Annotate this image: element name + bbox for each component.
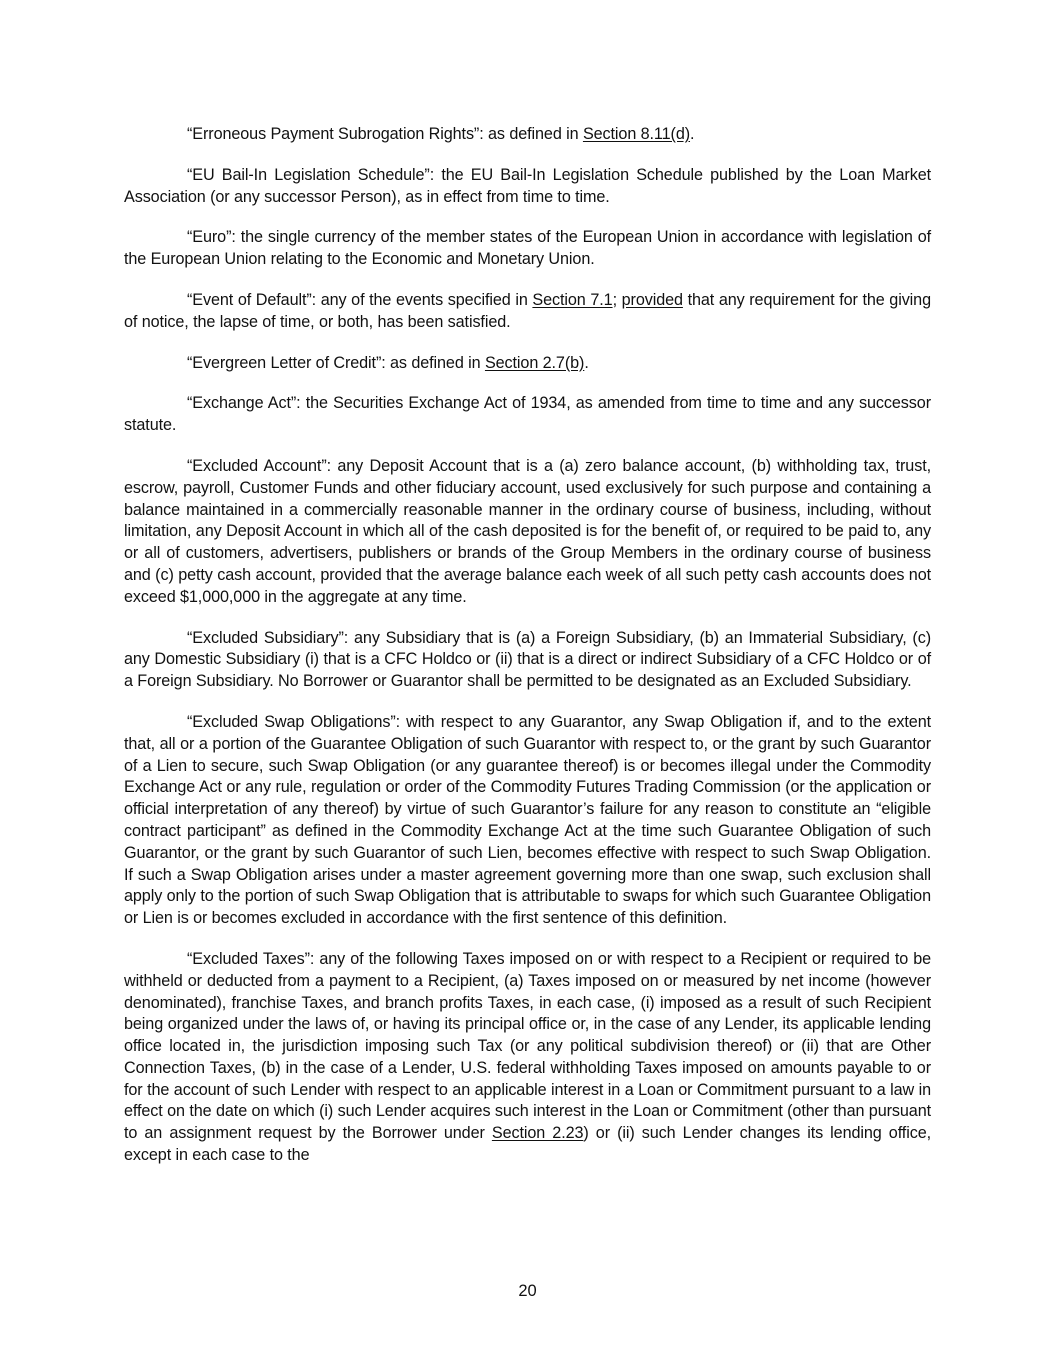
definition-evergreen-letter-of-credit: “Evergreen Letter of Credit”: as defined in Section 2.7(b).	[187, 353, 589, 372]
definition-erroneous-payment-subrogation-rights: “Erroneous Payment Subrogation Rights”: as defined in Section 8.11(d).	[187, 125, 695, 143]
defined-term: “Exchange Act”	[187, 394, 297, 413]
definition-excluded-subsidiary: “Excluded Subsidiary”: any Subsidiary that is (a) a Foreign Subsidiary, (b) an Immaterial Subsidiary, (c) any Domestic Subsidiary (i) that is a CFC Holdco or (ii) that is a direct or indirect Subsidiary of a CFC Holdco or of a Foreign Subsidiary. No Borrower or Guarantor shall be permitted to be designated as an Excluded Subsidiary.	[124, 628, 931, 691]
section-2-23-link[interactable]: Section 2.23	[491, 1124, 584, 1143]
definition-excluded-account: “Excluded Account”: any Deposit Account that is a (a) zero balance account, (b) withholding tax, trust, escrow, payroll, Customer Funds and other fiduciary account, used exclusively for such purpose and containing a balance maintained in a commercially reasonable manner in the ordinary course of business, including, without limitation, any Deposit Account in which all of the cash deposited is for the benefit of, or required to be paid to, any or all of customers, advertisers, publishers or brands of the Group Members in the ordinary course of business and (c) petty cash account, provided that the average balance each week of all such petty cash accounts does not exceed $1,000,000 in the aggregate at any time.	[124, 456, 931, 606]
defined-term: “Erroneous Payment Subrogation Rights”	[187, 125, 480, 143]
defined-term: “EU Bail-In Legislation Schedule”	[187, 165, 430, 184]
defined-term: “Excluded Swap Obligations”	[187, 712, 396, 731]
section-2-7-b-link[interactable]: Section 2.7(b)	[484, 353, 585, 372]
definition-eu-bail-in-legislation-schedule: “EU Bail-In Legislation Schedule”: the EU Bail-In Legislation Schedule published by the Loan Market Association (or any successor Person), as in effect from time to time.	[124, 165, 931, 206]
definition-euro: “Euro”: the single currency of the member states of the European Union in accordance with legislation of the European Union relating to the Economic and Monetary Union.	[124, 228, 931, 269]
provided-underlined: provided	[621, 290, 683, 309]
defined-term: “Evergreen Letter of Credit”	[187, 353, 382, 372]
section-8-11-d-link[interactable]: Section 8.11(d)	[582, 125, 691, 143]
definition-excluded-taxes: “Excluded Taxes”: any of the following Taxes imposed on or with respect to a Recipient or required to be withheld or deducted from a payment to a Recipient, (a) Taxes imposed on or measured by net income (however denominated), franchise Taxes, and branch profits Taxes, in each case, (i) imposed as a result of such Recipient being organized under the laws of, or having its principal office or, in the case of any Lender, its applicable lending office located in, the jurisdiction imposing such Tax (or any political subdivision thereof) or (ii) that are Other Connection Taxes, (b) in the case of a Lender, U.S. federal withholding Taxes imposed on amounts payable to or for the account of such Lender with respect to an applicable interest in a Loan or Commitment pursuant to a law in effect on the date on which (i) such Lender acquires such interest in the Loan or Commitment (other than pursuant to an assignment request by the Borrower under Section 2.23) or (ii) such Lender changes its lending office, except in each case to the	[124, 949, 932, 1165]
definition-event-of-default: “Event of Default”: any of the events specified in Section 7.1; provided that any requirement for the giving of notice, the lapse of time, or both, has been satisfied.	[124, 290, 931, 331]
defined-term: “Excluded Taxes”	[187, 949, 310, 968]
defined-term: “Euro”	[187, 228, 232, 247]
defined-term: “Excluded Account”	[187, 456, 327, 475]
page-number: 20	[518, 1282, 537, 1300]
definition-excluded-swap-obligations: “Excluded Swap Obligations”: with respect to any Guarantor, any Swap Obligation if, and to the extent that, all or a portion of the Guarantee Obligation of such Guarantor with respect to, or the grant by such Guarantor of a Lien to secure, such Swap Obligation (or any guarantee thereof) is or becomes illegal under the Commodity Exchange Act or any rule, regulation or order of the Commodity Futures Trading Commission (or the application or official interpretation of any thereof) by virtue of such Guarantor’s failure for any reason to constitute an “eligible contract participant” as defined in the Commodity Exchange Act at the time such Guarantee Obligation of such Guarantor, or the grant by such Guarantor of such Lien, becomes effective with respect to such Swap Obligation. If such a Swap Obligation arises under a master agreement governing more than one swap, such exclusion shall apply only to the portion of such Swap Obligation that is attributable to swaps for which such Guarantee Obligation or Lien is or becomes excluded in accordance with the first sentence of this definition.	[124, 712, 931, 928]
defined-term: “Excluded Subsidiary”	[187, 628, 344, 647]
defined-term: “Event of Default”	[187, 290, 312, 309]
definition-exchange-act: “Exchange Act”: the Securities Exchange Act of 1934, as amended from time to time and any successor statute.	[124, 394, 931, 435]
section-7-1-link[interactable]: Section 7.1	[532, 290, 613, 309]
